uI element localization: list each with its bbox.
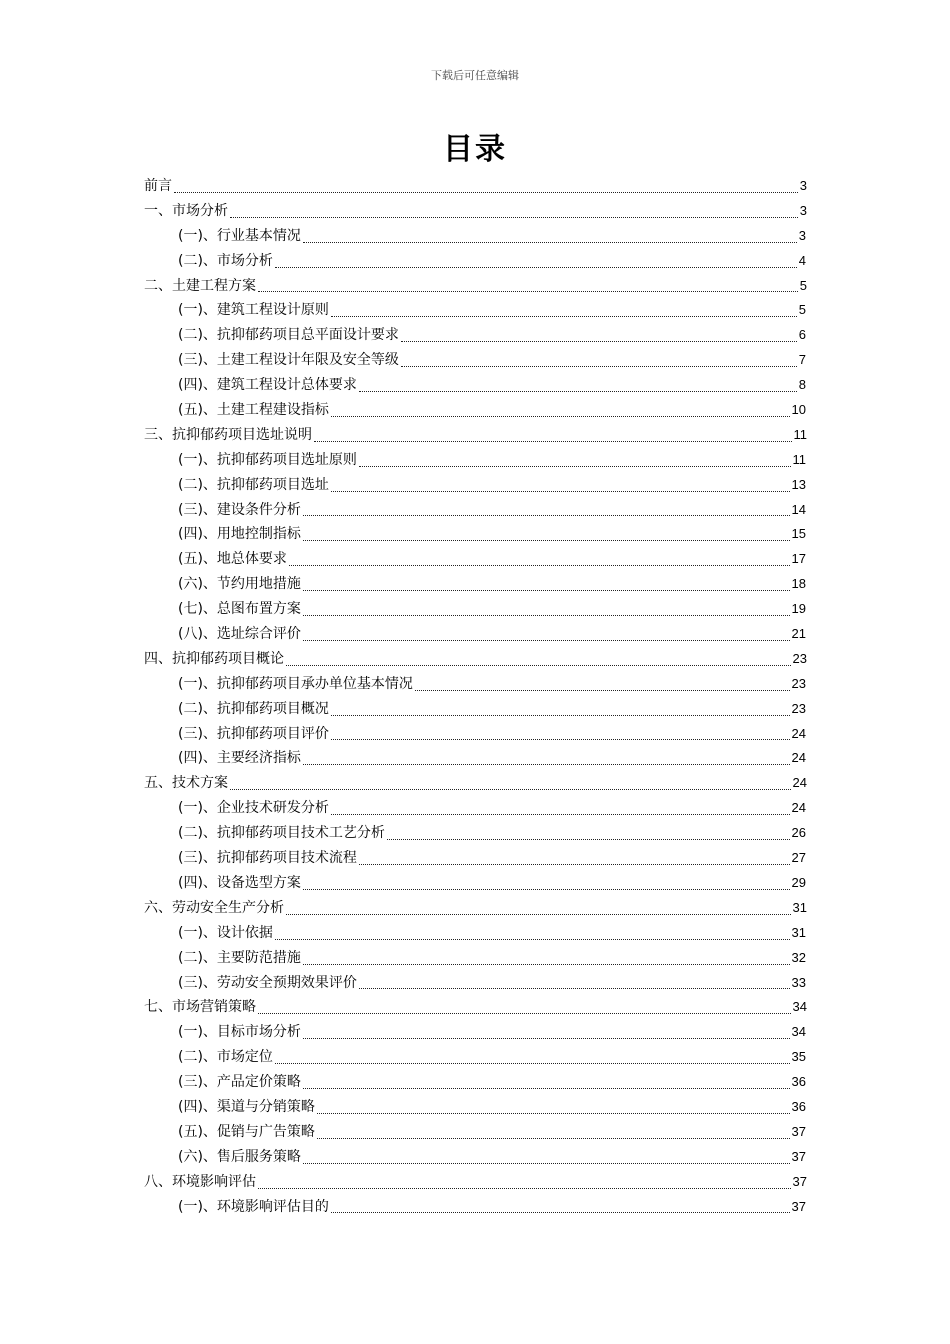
toc-entry-page-number: 7 <box>798 352 806 368</box>
toc-dot-leader <box>317 1113 790 1114</box>
toc-dot-leader <box>359 864 790 865</box>
toc-entry-page-number: 8 <box>798 377 806 393</box>
toc-entry[interactable] <box>144 722 807 747</box>
toc-dot-leader <box>303 764 790 765</box>
toc-entry[interactable] <box>144 921 807 946</box>
toc-dot-leader <box>303 889 790 890</box>
toc-dot-leader <box>275 939 790 940</box>
toc-dot-leader <box>331 316 797 317</box>
toc-entry-label: (三)、抗抑郁药项目评价 <box>178 725 329 742</box>
toc-entry-label: (三)、抗抑郁药项目技术流程 <box>178 850 357 867</box>
toc-entry-label: (一)、设计依据 <box>178 924 273 941</box>
toc-dot-leader <box>289 565 790 566</box>
toc-entry[interactable] <box>144 572 807 597</box>
toc-dot-leader <box>286 665 791 666</box>
toc-entry-label: 二、土建工程方案 <box>144 277 256 294</box>
toc-entry[interactable] <box>144 298 807 323</box>
toc-entry-label: (二)、抗抑郁药项目总平面设计要求 <box>178 327 399 344</box>
toc-entry-page-number: 24 <box>791 725 806 741</box>
toc-entry-page-number: 37 <box>791 1148 806 1164</box>
toc-dot-leader <box>303 242 797 243</box>
toc-dot-leader <box>331 491 790 492</box>
toc-entry-page-number: 33 <box>791 974 806 990</box>
toc-entry-page-number: 19 <box>791 601 806 617</box>
toc-entry-page-number: 37 <box>791 1198 806 1214</box>
toc-entry[interactable] <box>144 746 807 771</box>
toc-dot-leader <box>303 640 790 641</box>
toc-entry[interactable] <box>144 971 807 996</box>
toc-dot-leader <box>359 466 791 467</box>
toc-dot-leader <box>331 1212 790 1213</box>
toc-dot-leader <box>303 590 790 591</box>
toc-entry-page-number: 31 <box>791 924 806 940</box>
toc-entry[interactable] <box>144 1095 807 1120</box>
toc-entry[interactable] <box>144 946 807 971</box>
toc-entry-label: (一)、建筑工程设计原则 <box>178 302 329 319</box>
toc-entry[interactable] <box>144 846 807 871</box>
toc-entry[interactable] <box>144 597 807 622</box>
toc-entry-page-number: 23 <box>791 675 806 691</box>
toc-entry[interactable] <box>144 348 807 373</box>
toc-entry-label: (五)、地总体要求 <box>178 551 287 568</box>
toc-entry[interactable] <box>144 199 807 224</box>
toc-entry-page-number: 23 <box>792 650 807 666</box>
toc-dot-leader <box>401 366 797 367</box>
toc-entry-page-number: 26 <box>791 825 806 841</box>
toc-entry-label: 六、劳动安全生产分析 <box>144 899 284 916</box>
toc-entry[interactable] <box>144 547 807 572</box>
toc-entry-page-number: 37 <box>792 1173 807 1189</box>
toc-entry-page-number: 24 <box>792 775 807 791</box>
toc-dot-leader <box>230 789 791 790</box>
toc-entry-label: 八、环境影响评估 <box>144 1173 256 1190</box>
toc-dot-leader <box>331 814 790 815</box>
toc-entry-page-number: 15 <box>791 526 806 542</box>
toc-entry-label: (二)、主要防范措施 <box>178 949 301 966</box>
toc-entry-label: (一)、抗抑郁药项目承办单位基本情况 <box>178 675 413 692</box>
toc-entry-label: (一)、环境影响评估目的 <box>178 1198 329 1215</box>
toc-entry[interactable] <box>144 697 807 722</box>
toc-entry[interactable] <box>144 423 807 448</box>
toc-entry[interactable] <box>144 647 807 672</box>
toc-dot-leader <box>387 839 790 840</box>
toc-entry-label: (四)、用地控制指标 <box>178 526 301 543</box>
toc-entry[interactable] <box>144 1170 807 1195</box>
toc-entry-page-number: 10 <box>791 402 806 418</box>
toc-entry[interactable] <box>144 1145 807 1170</box>
toc-entry-page-number: 21 <box>791 626 806 642</box>
toc-entry-page-number: 36 <box>791 1098 806 1114</box>
toc-dot-leader <box>331 715 790 716</box>
toc-entry[interactable] <box>144 373 807 398</box>
toc-entry-page-number: 3 <box>799 178 807 193</box>
toc-entry[interactable] <box>144 274 807 299</box>
toc-entry-label: (六)、节约用地措施 <box>178 576 301 593</box>
toc-dot-leader <box>275 1063 790 1064</box>
toc-entry[interactable] <box>144 473 807 498</box>
toc-entry-label: (二)、抗抑郁药项目概况 <box>178 700 329 717</box>
toc-entry[interactable] <box>144 771 807 796</box>
toc-dot-leader <box>303 540 790 541</box>
toc-entry[interactable] <box>144 821 807 846</box>
toc-entry-label: (一)、目标市场分析 <box>178 1024 301 1041</box>
toc-entry-page-number: 5 <box>798 302 806 318</box>
toc-entry-page-number: 31 <box>792 899 807 915</box>
toc-entry[interactable] <box>144 1070 807 1095</box>
toc-entry-page-number: 27 <box>791 850 806 866</box>
toc-dot-leader <box>317 1138 790 1139</box>
toc-entry-label: (二)、市场分析 <box>178 252 273 269</box>
toc-entry-page-number: 34 <box>791 1024 806 1040</box>
toc-entry-label: (四)、渠道与分销策略 <box>178 1098 315 1115</box>
toc-dot-leader <box>230 217 798 218</box>
toc-entry[interactable] <box>144 995 807 1020</box>
toc-dot-leader <box>331 416 790 417</box>
toc-entry-page-number: 18 <box>791 576 806 592</box>
toc-entry-page-number: 32 <box>791 949 806 965</box>
toc-dot-leader <box>303 1088 790 1089</box>
toc-dot-leader <box>275 267 797 268</box>
toc-entry[interactable] <box>144 1120 807 1145</box>
toc-entry-label: (四)、建筑工程设计总体要求 <box>178 377 357 394</box>
toc-entry[interactable] <box>144 622 807 647</box>
toc-entry-label: 一、市场分析 <box>144 202 228 219</box>
toc-dot-leader <box>303 515 790 516</box>
table-of-contents <box>144 174 807 1219</box>
toc-entry-page-number: 4 <box>798 252 806 268</box>
toc-dot-leader <box>303 615 790 616</box>
toc-entry-label: (二)、抗抑郁药项目技术工艺分析 <box>178 825 385 842</box>
toc-entry-label: (一)、行业基本情况 <box>178 227 301 244</box>
toc-entry-label: (三)、产品定价策略 <box>178 1074 301 1091</box>
toc-entry-page-number: 23 <box>791 700 806 716</box>
toc-entry[interactable] <box>144 871 807 896</box>
toc-entry-page-number: 17 <box>791 551 806 567</box>
toc-entry-page-number: 14 <box>791 501 806 517</box>
toc-entry-label: (五)、促销与广告策略 <box>178 1123 315 1140</box>
toc-dot-leader <box>415 690 790 691</box>
toc-entry-page-number: 6 <box>798 327 806 343</box>
toc-dot-leader <box>258 291 798 292</box>
toc-entry[interactable] <box>144 398 807 423</box>
toc-entry-label: (七)、总图布置方案 <box>178 601 301 618</box>
toc-dot-leader <box>359 988 790 989</box>
toc-entry-label: (二)、抗抑郁药项目选址 <box>178 476 329 493</box>
toc-entry-page-number: 24 <box>791 800 806 816</box>
toc-entry-label: (一)、抗抑郁药项目选址原则 <box>178 451 357 468</box>
toc-entry[interactable] <box>144 448 807 473</box>
toc-entry[interactable] <box>144 249 807 274</box>
toc-entry-page-number: 3 <box>799 202 807 218</box>
toc-entry-label: (三)、劳动安全预期效果评价 <box>178 974 357 991</box>
toc-entry[interactable] <box>144 323 807 348</box>
toc-entry-label: (一)、企业技术研发分析 <box>178 800 329 817</box>
toc-entry-page-number: 13 <box>791 476 806 492</box>
toc-dot-leader <box>359 391 797 392</box>
toc-entry[interactable] <box>144 1020 807 1045</box>
toc-entry-label: 三、抗抑郁药项目选址说明 <box>144 426 312 443</box>
toc-entry-page-number: 3 <box>798 227 806 243</box>
toc-entry-label: (五)、土建工程建设指标 <box>178 402 329 419</box>
toc-dot-leader <box>314 441 792 442</box>
toc-entry-page-number: 35 <box>791 1049 806 1065</box>
toc-entry-page-number: 34 <box>792 999 807 1015</box>
toc-entry-page-number: 11 <box>792 451 806 467</box>
toc-dot-leader <box>303 1038 790 1039</box>
toc-entry-label: (四)、设备选型方案 <box>178 874 301 891</box>
toc-dot-leader <box>286 914 791 915</box>
toc-entry[interactable] <box>144 522 807 547</box>
page-header-note: 下载后可任意编辑 <box>431 69 519 82</box>
toc-entry-label: (二)、市场定位 <box>178 1049 273 1066</box>
toc-dot-leader <box>258 1188 791 1189</box>
toc-entry[interactable] <box>144 224 807 249</box>
toc-entry[interactable] <box>144 672 807 697</box>
toc-entry-label: (六)、售后服务策略 <box>178 1148 301 1165</box>
toc-dot-leader <box>303 1163 790 1164</box>
toc-entry-label: 四、抗抑郁药项目概论 <box>144 650 284 667</box>
toc-dot-leader <box>303 964 790 965</box>
toc-entry-page-number: 5 <box>799 277 807 293</box>
toc-entry[interactable] <box>144 498 807 523</box>
toc-entry-page-number: 24 <box>791 750 806 766</box>
toc-entry-label: (三)、建设条件分析 <box>178 501 301 518</box>
toc-entry[interactable] <box>144 1045 807 1070</box>
toc-entry-label: (八)、选址综合评价 <box>178 626 301 643</box>
toc-entry-page-number: 29 <box>791 874 806 890</box>
toc-entry-label: (三)、土建工程设计年限及安全等级 <box>178 352 399 369</box>
toc-entry-page-number: 11 <box>793 426 807 442</box>
toc-entry[interactable] <box>144 1195 807 1220</box>
toc-entry[interactable] <box>144 896 807 921</box>
toc-entry-page-number: 36 <box>791 1074 806 1090</box>
toc-title: 目录 <box>443 132 507 167</box>
toc-entry-label: 七、市场营销策略 <box>144 999 256 1016</box>
toc-entry[interactable] <box>144 174 807 199</box>
toc-dot-leader <box>174 192 798 193</box>
toc-entry-page-number: 37 <box>791 1123 806 1139</box>
toc-dot-leader <box>401 341 797 342</box>
toc-dot-leader <box>331 739 790 740</box>
toc-entry-label: 五、技术方案 <box>144 775 228 792</box>
toc-entry-label: 前言 <box>144 178 172 194</box>
toc-entry[interactable] <box>144 796 807 821</box>
toc-entry-label: (四)、主要经济指标 <box>178 750 301 767</box>
toc-dot-leader <box>258 1013 791 1014</box>
